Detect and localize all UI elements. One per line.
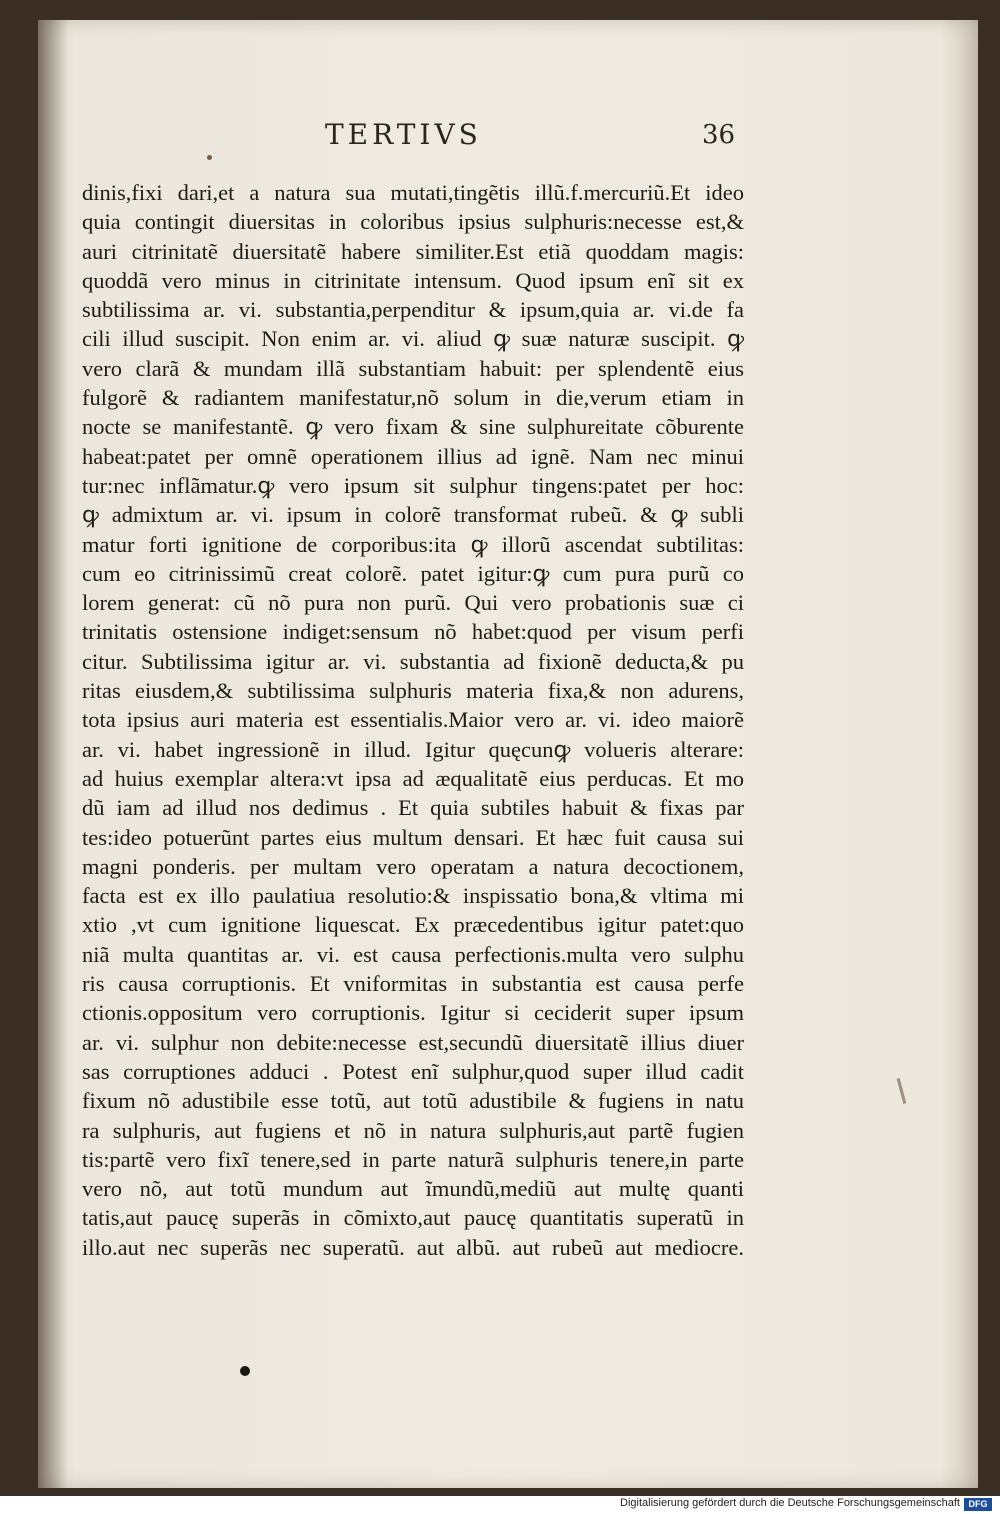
ink-dot	[240, 1366, 250, 1376]
text-line: cili illud suscipit. Non enim ar. vi. aliud ꝙ suæ naturæ suscipit. ꝙ	[82, 326, 744, 352]
text-line: tatis,aut paucę superãs in cõmixto,aut paucę quantitatis superatũ in	[82, 1205, 744, 1231]
text-line: quoddã vero minus in citrinitate intensum. Quod ipsum enĩ sit ex	[82, 267, 744, 293]
text-line: nocte se manifestantẽ. ꝙ vero fixam & sine sulphureitate cõburente	[82, 414, 744, 440]
text-line: ar. vi. habet ingressionẽ in illud. Igitur quęcunꝙ volueris alterare:	[82, 736, 744, 762]
text-line: vero nõ, aut totũ mundum aut ĩmundũ,mediũ aut multę quanti	[82, 1176, 744, 1202]
text-line: subtilissima ar. vi. substantia,perpenditur & ipsum,quia ar. vi.de fa	[82, 297, 744, 323]
text-line: tota ipsius auri materia est essentialis.Maior vero ar. vi. ideo maiorẽ	[82, 707, 744, 733]
text-line: habeat:patet per omnẽ operationem illius ad ignẽ. Nam nec minui	[82, 443, 744, 469]
text-line: tur:nec inflãmatur.ꝙ vero ipsum sit sulphur tingens:patet per hoc:	[82, 472, 744, 498]
text-line: ad huius exemplar altera:vt ipsa ad æqualitatẽ eius perducas. Et mo	[82, 765, 744, 791]
text-line: magni ponderis. per multam vero operatam a natura decoctionem,	[82, 853, 744, 879]
text-line: ra sulphuris, aut fugiens et nõ in natura sulphuris,aut partẽ fugien	[82, 1117, 744, 1143]
text-line: fulgorẽ & radiantem manifestatur,nõ solum in die,verum etiam in	[82, 385, 744, 411]
text-line: cum eo citrinissimũ creat colorẽ. patet igitur:ꝙ cum pura purũ co	[82, 560, 744, 586]
text-line: dinis,fixi dari,et a natura sua mutati,tingẽtis illũ.f.mercuriũ.Et ideo	[82, 180, 744, 205]
page-number: 36	[702, 120, 736, 150]
text-line: xtio ,vt cum ignitione liquescat. Ex præcedentibus igitur patet:quo	[82, 912, 744, 938]
text-line: ctionis.oppositum vero corruptionis. Igitur si ceciderit super ipsum	[82, 1000, 744, 1026]
text-line: illo.aut nec superãs nec superatũ. aut albũ. aut rubeũ aut mediocre.	[82, 1234, 744, 1260]
text-line: auri citrinitatẽ diuersitatẽ habere similiter.Est etiã quoddam magis:	[82, 238, 744, 264]
text-line: trinitatis ostensione indiget:sensum nõ habet:quod per visum perfi	[82, 619, 744, 645]
text-line: ar. vi. sulphur non debite:necesse est,secundũ diuersitatẽ illius diuer	[82, 1029, 744, 1055]
text-line: ritas eiusdem,& subtilissima sulphuris materia fixa,& non adurens,	[82, 678, 744, 704]
text-line: tis:partẽ vero fixĩ tenere,sed in parte naturã sulphuris tenere,in parte	[82, 1146, 744, 1172]
footer-credit: Digitalisierung gefördert durch die Deutsche Forschungsgemeinschaft	[620, 1497, 960, 1509]
text-line: tes:ideo potuerũnt partes eius multum densari. Et hæc fuit causa sui	[82, 824, 744, 850]
text-line: facta est ex illo paulatiua resolutio:& inspissatio bona,& vltima mi	[82, 883, 744, 909]
text-line: quia contingit diuersitas in coloribus ipsius sulphuris:necesse est,&	[82, 209, 744, 235]
page-gutter-shadow	[38, 20, 68, 1488]
text-line: fixum nõ adustibile esse totũ, aut totũ adustibile & fugiens in natu	[82, 1088, 744, 1114]
text-line: sas corruptiones adduci . Potest enĩ sulphur,quod super illud cadit	[82, 1058, 744, 1084]
running-head: TERTIVS	[325, 118, 482, 151]
text-line: matur forti ignitione de corporibus:ita ꝙ illorũ ascendat subtilitas:	[82, 531, 744, 557]
text-line: vero clarã & mundam illã substantiam habuit: per splendentẽ eius	[82, 355, 744, 381]
text-line: dũ iam ad illud nos dedimus . Et quia subtiles habuit & fixas par	[82, 795, 744, 821]
text-line: lorem generat: cũ nõ pura non purũ. Qui vero probationis suæ ci	[82, 590, 744, 616]
text-line: niã multa quantitas ar. vi. est causa perfectionis.multa vero sulphu	[82, 941, 744, 967]
dfg-logo-icon: DFG	[964, 1498, 992, 1511]
ink-speck	[207, 155, 212, 160]
text-line: ꝙ admixtum ar. vi. ipsum in colorẽ transformat rubeũ. & ꝙ subli	[82, 502, 744, 528]
body-text	[82, 178, 744, 1262]
text-line: citur. Subtilissima igitur ar. vi. substantia ad fixionẽ deducta,& pu	[82, 648, 744, 674]
text-line: ris causa corruptionis. Et vniformitas in substantia est causa perfe	[82, 971, 744, 997]
